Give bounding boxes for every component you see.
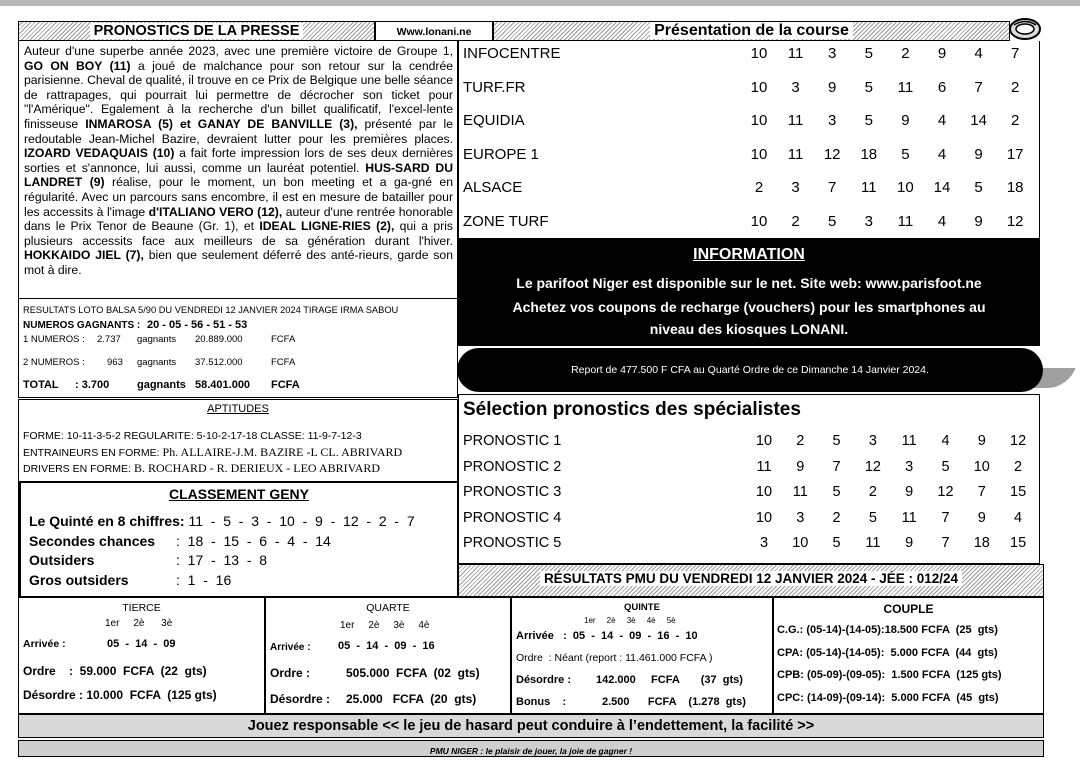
course-row-number: 3: [828, 45, 837, 62]
loto-row-2-count: 963: [107, 357, 123, 368]
course-row-number: 11: [897, 212, 914, 230]
press-segment: IDEAL LIGNE-RIES (2),: [259, 219, 395, 234]
pmu-title-bar: [458, 564, 1044, 597]
aptitudes-forme: FORME: 10-11-3-5-2 REGULARITE: 5-10-2-17-18 CLASSE: 11-9-7-12-3: [23, 430, 362, 442]
pronostic-row-name: PRONOSTIC 2: [463, 458, 562, 475]
geny-row-label: Gros outsiders: [29, 572, 129, 588]
loto-row-1-currency: FCFA: [271, 334, 296, 345]
press-segment: bien que seulement déferré des anté-rieurs, garde son mot à dire.: [24, 248, 453, 277]
lonani-logo: [1008, 16, 1042, 42]
information-line-3: niveau des kiosques LONANI.: [649, 321, 849, 337]
loto-row-2-unit: gagnants: [137, 357, 177, 368]
pronostic-row-number: 11: [756, 458, 772, 475]
press-segment: auteur d'une rentrée honorable dans le Prix Tenor de Beaune (Gr. 1), et: [24, 204, 453, 234]
course-row-number: 10: [750, 112, 768, 129]
pronostic-row: [459, 459, 1039, 485]
course-row-number: 9: [974, 212, 983, 230]
press-title-bar: [18, 21, 375, 41]
geny-row-value: : 18 - 15 - 6 - 4 - 14: [176, 533, 331, 549]
pronostic-row-number: 15: [1010, 484, 1027, 500]
loto-total-unit: gagnants: [137, 379, 186, 391]
pronostic-row-name: PRONOSTIC 1: [463, 433, 562, 449]
selection-title: Sélection pronostics des spécialistes: [463, 399, 801, 420]
pronostic-row-number: 11: [901, 509, 917, 526]
pronostic-row-name: PRONOSTIC 4: [463, 509, 562, 526]
pronostic-row-number: 10: [973, 458, 990, 475]
pronostic-row-number: 10: [792, 535, 809, 551]
pronostic-row-number: 2: [868, 484, 877, 500]
loto-row-1-unit: gagnants: [137, 334, 177, 345]
pronostic-row-number: 4: [941, 433, 950, 449]
tierce-arrivee: 05 - 14 - 09: [107, 638, 176, 650]
loto-row-1-label: 1 NUMEROS :: [23, 334, 85, 345]
course-row-name: ZONE TURF: [463, 212, 549, 230]
loto-results-box: [18, 299, 458, 398]
couple-row: CPB: (05-09)-(09-05): 1.500 FCFA (125 gts): [777, 669, 1002, 681]
geny-title: CLASSEMENT GENY: [168, 486, 309, 502]
course-row-number: 11: [787, 145, 804, 163]
press-segment: a fait forte impression lors de ses deux dernières sorties et s'annonce, lui aussi, comme un lauréat potentiel.: [24, 146, 453, 175]
course-row-number: 18: [860, 145, 878, 163]
loto-total-label: TOTAL: [23, 379, 59, 391]
course-presentation-box: [458, 41, 1040, 239]
quinte-desordre-label: Désordre :: [516, 674, 572, 686]
quarte-arrivee: 05 - 14 - 09 - 16: [338, 640, 435, 652]
report-banner: [457, 348, 1043, 392]
pronostic-row-number: 11: [901, 433, 917, 449]
quarte-title: QUARTE: [366, 602, 410, 614]
course-row-number: 5: [864, 112, 873, 129]
course-row-number: 5: [864, 45, 873, 62]
geny-row: [29, 513, 415, 529]
course-row-name: INFOCENTRE: [463, 45, 561, 62]
quarte-box: [265, 597, 511, 714]
geny-row: [29, 572, 231, 588]
geny-row-value: : 1 - 16: [176, 572, 232, 588]
pronostic-row-number: 4: [1014, 509, 1023, 526]
website-box: [375, 21, 493, 41]
entraineurs-value: Ph. ALLAIRE-J.M. BAZIRE -L CL. ABRIVARD: [159, 445, 403, 459]
tierce-title: TIERCE: [122, 602, 161, 614]
quinte-bonus-label: Bonus :: [516, 696, 567, 708]
loto-total-amount: 58.401.000: [195, 379, 251, 391]
press-segment: présenté par le redoutable Jean-Michel Bazire, devraient lutter pour les premières places.: [24, 116, 453, 146]
loto-row-2: [23, 357, 443, 369]
geny-row: [29, 533, 331, 549]
course-row-number: 11: [861, 179, 877, 196]
quinte-title: QUINTE: [624, 602, 660, 613]
pronostic-row-number: 5: [941, 458, 950, 475]
loto-row-1-count: 2.737: [97, 334, 121, 345]
pronostic-row-name: PRONOSTIC 5: [463, 535, 562, 551]
geny-row-label: Outsiders: [29, 552, 95, 568]
course-row-number: 18: [1006, 179, 1024, 196]
course-row-number: 7: [1011, 45, 1020, 62]
information-title: INFORMATION: [693, 246, 805, 263]
classement-geny-box: [18, 482, 458, 597]
pronostic-row-number: 9: [796, 458, 805, 475]
information-box: [458, 239, 1040, 346]
course-row-number: 10: [897, 179, 914, 196]
course-row-name: EQUIDIA: [463, 112, 525, 129]
loto-row-2-label: 2 NUMEROS :: [23, 357, 85, 368]
press-segment: INMAROSA (5) et GANAY DE BANVILLE (3),: [85, 116, 358, 131]
aptitudes-entraineurs: [23, 445, 402, 460]
course-row-number: 5: [864, 78, 873, 96]
quinte-places: 1er 2è 3è 4è 5è: [584, 616, 676, 625]
pronostic-row-number: 18: [973, 535, 990, 551]
press-title: PRONOSTICS DE LA PRESSE: [90, 23, 304, 39]
tierce-arrivee-label: Arrivée :: [23, 638, 66, 650]
quarte-places: 1er 2è 3è 4è: [340, 620, 430, 631]
quinte-bonus: 2.500 FCFA (1.278 gts): [602, 696, 746, 708]
pronostic-row: [459, 535, 1039, 561]
course-row-number: 17: [1006, 145, 1024, 163]
pronostic-row-number: 3: [905, 458, 914, 475]
course-row-number: 3: [791, 179, 800, 196]
pronostic-row-number: 5: [832, 484, 841, 500]
pronostic-row-number: 7: [941, 535, 950, 551]
course-title: Présentation de la course: [650, 22, 853, 39]
footer-banner: [18, 740, 1044, 757]
pronostic-row: [459, 484, 1039, 510]
geny-row: [29, 552, 267, 568]
course-row: [459, 179, 1039, 213]
course-row-name: EUROPE 1: [463, 145, 539, 163]
pronostic-row-number: 3: [868, 433, 877, 449]
pronostic-row-number: 7: [941, 509, 950, 526]
quinte-desordre: 142.000 FCFA (37 gts): [596, 674, 743, 686]
report-text: Report de 477.500 F CFA au Quarté Ordre de ce Dimanche 14 Janvier 2024.: [571, 364, 929, 376]
course-row-number: 4: [937, 112, 947, 129]
press-segment: réalise, pour le moment, un bon meeting et a ga-gné en régularité. Avec un parcours sans encombre, il est en mesure de batailler pour les accessits à l'image: [24, 175, 453, 219]
loto-total-row: [23, 379, 443, 393]
course-row-number: 2: [1011, 112, 1020, 129]
press-segment: GO ON BOY (11): [24, 58, 131, 73]
course-row-number: 2: [901, 45, 910, 62]
pronostic-row: [459, 433, 1039, 459]
pronostic-row-number: 11: [792, 484, 808, 500]
information-line-1: Le parifoot Niger est disponible sur le net. Site web: www.parisfoot.ne: [516, 275, 982, 291]
quarte-arrivee-label: Arrivée :: [270, 642, 311, 653]
pronostic-row-number: 15: [1010, 535, 1027, 551]
course-row-number: 12: [1006, 212, 1024, 230]
course-row-number: 3: [791, 78, 800, 96]
loto-title: RESULTATS LOTO BALSA 5/90 DU VENDREDI 12 JANVIER 2024 TIRAGE IRMA SABOU: [23, 305, 399, 315]
press-article-box: [18, 41, 458, 299]
aptitudes-title: APTITUDES: [207, 403, 269, 415]
course-row-number: 2: [1011, 78, 1020, 96]
press-segment: qui a pris plusieurs accessits face aux meilleurs de sa génération durant l'hiver.: [24, 219, 454, 248]
pronostic-row-number: 2: [1014, 458, 1023, 475]
course-row-number: 9: [974, 145, 983, 163]
pronostic-row-name: PRONOSTIC 3: [463, 484, 562, 500]
loto-row-1-amount: 20.889.000: [195, 334, 243, 345]
press-segment: IZOARD VEDAQUAIS (10): [24, 146, 175, 161]
website-text: Www.lonani.ne: [396, 26, 472, 38]
loto-row-2-amount: 37.512.000: [195, 357, 243, 368]
couple-title: COUPLE: [883, 602, 934, 616]
tierce-ordre: Ordre : 59.000 FCFA (22 gts): [23, 664, 207, 678]
course-row-number: 11: [787, 45, 804, 62]
course-row-name: TURF.FR: [463, 78, 526, 96]
course-row: [459, 112, 1039, 146]
couple-row: C.G.: (05-14)-(14-05):18.500 FCFA (25 gts): [777, 624, 998, 636]
loto-total-currency: FCFA: [271, 379, 300, 391]
course-row-number: 5: [828, 212, 837, 230]
pronostic-row-number: 9: [905, 535, 914, 551]
course-row-number: 5: [901, 145, 910, 163]
pronostic-row-number: 12: [1010, 433, 1027, 449]
loto-winning-label: NUMEROS GAGNANTS :: [23, 320, 141, 331]
course-row-number: 9: [901, 112, 910, 129]
course-row: [459, 79, 1039, 113]
pronostic-row-number: 7: [832, 458, 841, 475]
quarte-desordre-label: Désordre :: [270, 692, 331, 706]
course-title-bar: [493, 21, 1010, 41]
course-row-number: 4: [937, 145, 947, 163]
pronostic-row-number: 9: [977, 509, 986, 526]
geny-row-label: Secondes chances: [29, 533, 156, 549]
drivers-label: DRIVERS EN FORME:: [23, 463, 131, 475]
loto-total-count: : 3.700: [75, 379, 110, 391]
quinte-ordre: Ordre : Néant (report : 11.461.000 FCFA ): [516, 652, 713, 664]
pronostic-row-number: 3: [796, 509, 805, 526]
pronostic-row-number: 11: [865, 535, 881, 551]
pronostic-row-number: 3: [759, 535, 769, 551]
quinte-arrivee: Arrivée : 05 - 14 - 09 - 16 - 10: [516, 630, 698, 642]
responsable-text: Jouez responsable << le jeu de hasard peut conduire à l’endettement, la facilité >>: [247, 718, 815, 734]
loto-winning-row: [23, 319, 247, 331]
course-row: [459, 146, 1039, 180]
press-segment: Auteur d'une superbe année 2023, avec une première victoire de Groupe 1,: [24, 44, 453, 58]
information-line-2: Achetez vos coupons de recharge (vouchers) pour les smartphones au: [512, 299, 986, 315]
tierce-desordre: Désordre : 10.000 FCFA (125 gts): [23, 688, 217, 702]
pronostic-row-number: 5: [868, 509, 877, 526]
couple-box: [773, 597, 1044, 714]
course-row-number: 7: [974, 78, 983, 96]
pronostic-row-number: 12: [937, 484, 954, 500]
course-row-number: 4: [937, 212, 947, 230]
course-row-number: 5: [974, 179, 983, 196]
course-row-number: 10: [750, 212, 768, 230]
course-row-number: 11: [787, 112, 804, 129]
geny-row-label: Le Quinté en 8 chiffres:: [29, 513, 185, 529]
course-row-number: 14: [970, 112, 987, 129]
pronostic-row-number: 9: [977, 433, 986, 449]
loto-winning-numbers: 20 - 05 - 56 - 51 - 53: [147, 319, 248, 331]
course-row: [459, 45, 1039, 79]
pronostic-row-number: 12: [864, 458, 881, 475]
pronostic-row-number: 9: [905, 484, 914, 500]
pronostic-row-number: 5: [832, 535, 841, 551]
couple-row: CPA: (05-14)-(14-05): 5.000 FCFA (44 gts): [777, 646, 998, 659]
pmu-title: RÉSULTATS PMU DU VENDREDI 12 JANVIER 2024 - JÉE : 012/24: [540, 571, 962, 586]
tierce-places: 1er 2è 3è: [105, 618, 173, 629]
course-row-number: 9: [937, 45, 947, 62]
top-rule: [0, 0, 1080, 6]
pronostic-row-number: 2: [796, 433, 805, 449]
pronostic-row: [459, 510, 1039, 536]
course-row-number: 3: [828, 112, 837, 129]
loto-row-1: [23, 334, 443, 346]
press-article-text: [24, 44, 453, 278]
footer-text: PMU NIGER : le plaisir de jouer, la joie de gagner !: [429, 746, 633, 756]
pronostic-row-number: 5: [832, 433, 841, 449]
quarte-desordre: 25.000 FCFA (20 gts): [346, 692, 477, 706]
press-segment: HOKKAIDO JIEL (7),: [24, 248, 144, 263]
pronostic-row-number: 10: [755, 484, 773, 500]
quarte-ordre: 505.000 FCFA (02 gts): [346, 666, 480, 680]
course-row-number: 14: [933, 179, 951, 196]
quarte-ordre-label: Ordre :: [270, 666, 311, 680]
course-row-number: 7: [828, 179, 837, 196]
course-row-number: 6: [937, 78, 947, 96]
selection-box: [458, 394, 1040, 564]
course-row-number: 2: [754, 179, 764, 196]
aptitudes-box: [18, 399, 458, 482]
course-row-number: 3: [864, 212, 873, 230]
pronostic-row-number: 10: [755, 433, 773, 449]
course-row-number: 4: [974, 45, 983, 62]
press-segment: a joué de malchance pour son retour sur la cendrée parisienne. Cheval de qualité, il trouve en ce Prix de Belgique une belle séance de rattrapages, qui pourrait lui permettre de décrocher son ticket pour "l'Amérique". Egalement à la recherche d'un billet qualificatif, l'excel-lente finisseuse: [24, 58, 454, 131]
loto-row-2-currency: FCFA: [271, 357, 296, 368]
press-segment: HUS-SARD DU LANDRET (9): [24, 160, 454, 190]
course-row-name: ALSACE: [463, 179, 523, 196]
course-row-number: 9: [828, 78, 837, 96]
course-row-number: 10: [750, 45, 768, 62]
pronostic-row-number: 10: [755, 509, 773, 526]
geny-row-value: : 17 - 13 - 8: [176, 552, 268, 568]
course-row-number: 10: [750, 145, 768, 163]
pronostic-row-number: 7: [977, 484, 986, 500]
responsable-banner: [18, 714, 1044, 738]
course-row-number: 11: [897, 78, 914, 96]
entraineurs-label: ENTRAINEURS EN FORME:: [23, 447, 160, 459]
drivers-value: B. ROCHARD - R. DERIEUX - LEO ABRIVARD: [130, 461, 381, 475]
course-row-number: 10: [750, 78, 768, 96]
press-segment: d'ITALIANO VERO (12),: [148, 204, 283, 219]
course-row-number: 2: [791, 212, 800, 230]
geny-row-value: 11 - 5 - 3 - 10 - 9 - 12 - 2 - 7: [184, 513, 415, 529]
quinte-box: [511, 597, 773, 714]
pronostic-row-number: 2: [832, 509, 841, 526]
aptitudes-drivers: [23, 461, 380, 476]
tierce-box: [18, 597, 265, 714]
course-row-number: 12: [823, 145, 841, 163]
couple-row: CPC: (14-09)-(09-14): 5.000 FCFA (45 gts): [777, 691, 999, 704]
